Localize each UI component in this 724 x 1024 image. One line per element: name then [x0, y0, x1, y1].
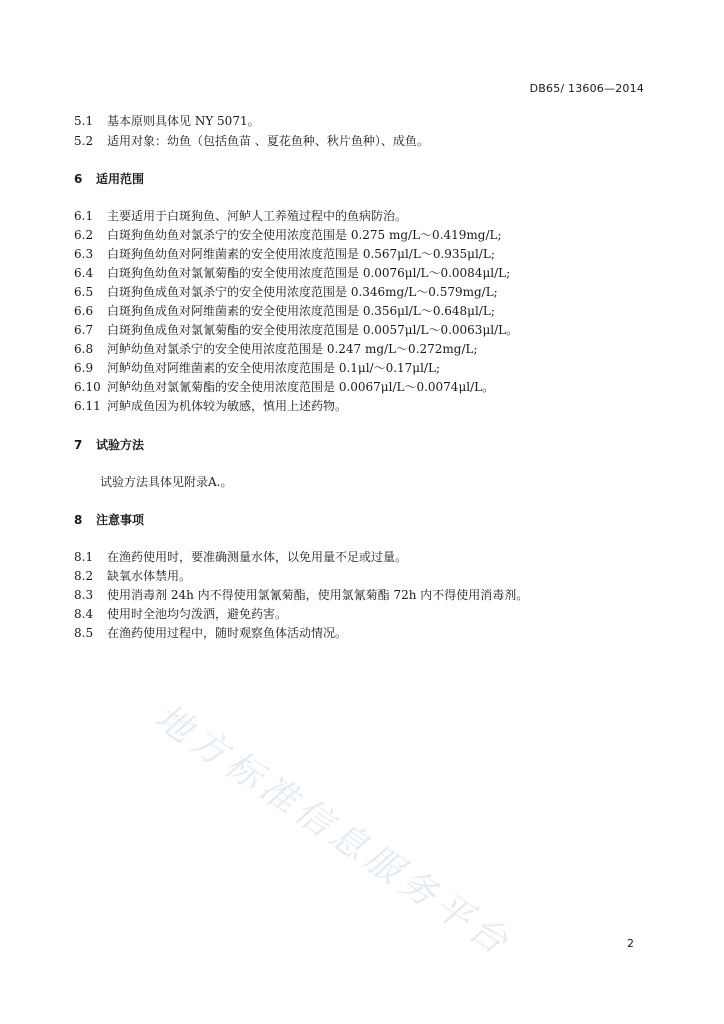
- clause-6-8: [74, 341, 646, 357]
- clause-text: 河鲈成鱼因为机体较为敏感，慎用上述药物。: [107, 399, 348, 413]
- clause-6-9: [74, 360, 646, 376]
- clause-8-4: [74, 606, 646, 622]
- clause-number: 6.10: [74, 380, 101, 394]
- clause-6-5: [74, 284, 646, 300]
- clause-text: 在渔药使用过程中，随时观察鱼体活动情况。: [107, 626, 348, 640]
- clause-text: 使用消毒剂 24h 内不得使用氯氰菊酯，使用氯氰菊酯 72h 内不得使用消毒剂。: [107, 588, 529, 602]
- clause-6-3: [74, 246, 646, 262]
- clause-number: 6.2: [74, 228, 94, 242]
- clause-8-2: [74, 568, 646, 584]
- clause-number: 5.1: [74, 114, 94, 128]
- clause-text: 河鲈幼鱼对氯氰菊酯的安全使用浓度范围是 0.0067μl/L～0.0074μl/L。: [107, 380, 495, 394]
- clause-6-10: [74, 379, 646, 395]
- clause-6-2: [74, 227, 646, 243]
- clause-number: 6.1: [74, 209, 94, 223]
- clause-text: 白斑狗鱼幼鱼对氯氰菊酯的安全使用浓度范围是 0.0076μl/L～0.0084μl/L;: [107, 266, 511, 280]
- clause-5-2: [74, 133, 646, 149]
- section-7-paragraph: 试验方法具体见附录A.。: [100, 475, 233, 489]
- section-6-heading: [74, 171, 646, 187]
- watermark: 地方标准信息服务平台: [147, 696, 519, 966]
- clause-number: 8.2: [74, 569, 94, 583]
- clause-number: 5.2: [74, 134, 94, 148]
- clause-text: 白斑狗鱼成鱼对氯杀宁的安全使用浓度范围是 0.346mg/L～0.579mg/L;: [107, 285, 498, 299]
- clause-6-4: [74, 265, 646, 281]
- clause-5-1: [74, 113, 646, 129]
- clause-text: 主要适用于白斑狗鱼、河鲈人工养殖过程中的鱼病防治。: [107, 209, 408, 223]
- clause-number: 6.9: [74, 361, 94, 375]
- clause-text: 适用对象：幼鱼（包括鱼苗 、夏花鱼种、秋片鱼种）、成鱼。: [107, 134, 429, 148]
- clause-number: 6.4: [74, 266, 94, 280]
- clause-number: 6.8: [74, 342, 94, 356]
- section-title: 试验方法: [96, 438, 145, 452]
- section-title: 适用范围: [96, 172, 145, 186]
- section-number: 6: [74, 172, 83, 186]
- clause-number: 8.4: [74, 607, 94, 621]
- clause-6-6: [74, 303, 646, 319]
- page-number: 2: [627, 937, 634, 950]
- clause-number: 6.11: [74, 399, 101, 413]
- section-7-heading: [74, 437, 646, 453]
- section-8-heading: [74, 512, 646, 528]
- clause-number: 8.3: [74, 588, 94, 602]
- clause-number: 6.5: [74, 285, 94, 299]
- clause-number: 8.1: [74, 550, 94, 564]
- clause-text: 缺氧水体禁用。: [107, 569, 192, 583]
- standard-code: DB65/ 13606—2014: [529, 82, 644, 95]
- clause-8-5: [74, 625, 646, 641]
- clause-6-7: [74, 322, 646, 338]
- clause-number: 6.3: [74, 247, 94, 261]
- clause-6-11: [74, 398, 646, 414]
- clause-text: 在渔药使用时，要准确测量水体，以免用量不足或过量。: [107, 550, 408, 564]
- clause-text: 白斑狗鱼幼鱼对氯杀宁的安全使用浓度范围是 0.275 mg/L～0.419mg/L;: [107, 228, 502, 242]
- section-number: 7: [74, 438, 83, 452]
- clause-text: 白斑狗鱼成鱼对阿维菌素的安全使用浓度范围是 0.356μl/L～0.648μl/L;: [107, 304, 495, 318]
- clause-text: 使用时全池均匀泼洒，避免药害。: [107, 607, 288, 621]
- clause-text: 河鲈幼鱼对氯杀宁的安全使用浓度范围是 0.247 mg/L～0.272mg/L;: [107, 342, 478, 356]
- clause-text: 白斑狗鱼成鱼对氯氰菊酯的安全使用浓度范围是 0.0057μl/L～0.0063μl/L。: [107, 323, 519, 337]
- clause-text: 基本原则具体见 NY 5071。: [107, 114, 260, 128]
- clause-number: 6.7: [74, 323, 94, 337]
- clause-number: 8.5: [74, 626, 94, 640]
- clause-text: 河鲈幼鱼对阿维菌素的安全使用浓度范围是 0.1μl/～0.17μl/L;: [107, 361, 440, 375]
- clause-6-1: [74, 208, 646, 224]
- section-number: 8: [74, 513, 83, 527]
- clause-number: 6.6: [74, 304, 94, 318]
- clause-text: 白斑狗鱼幼鱼对阿维菌素的安全使用浓度范围是 0.567μl/L～0.935μl/L;: [107, 247, 495, 261]
- clause-8-3: [74, 587, 646, 603]
- clause-8-1: [74, 549, 646, 565]
- section-title: 注意事项: [96, 513, 145, 527]
